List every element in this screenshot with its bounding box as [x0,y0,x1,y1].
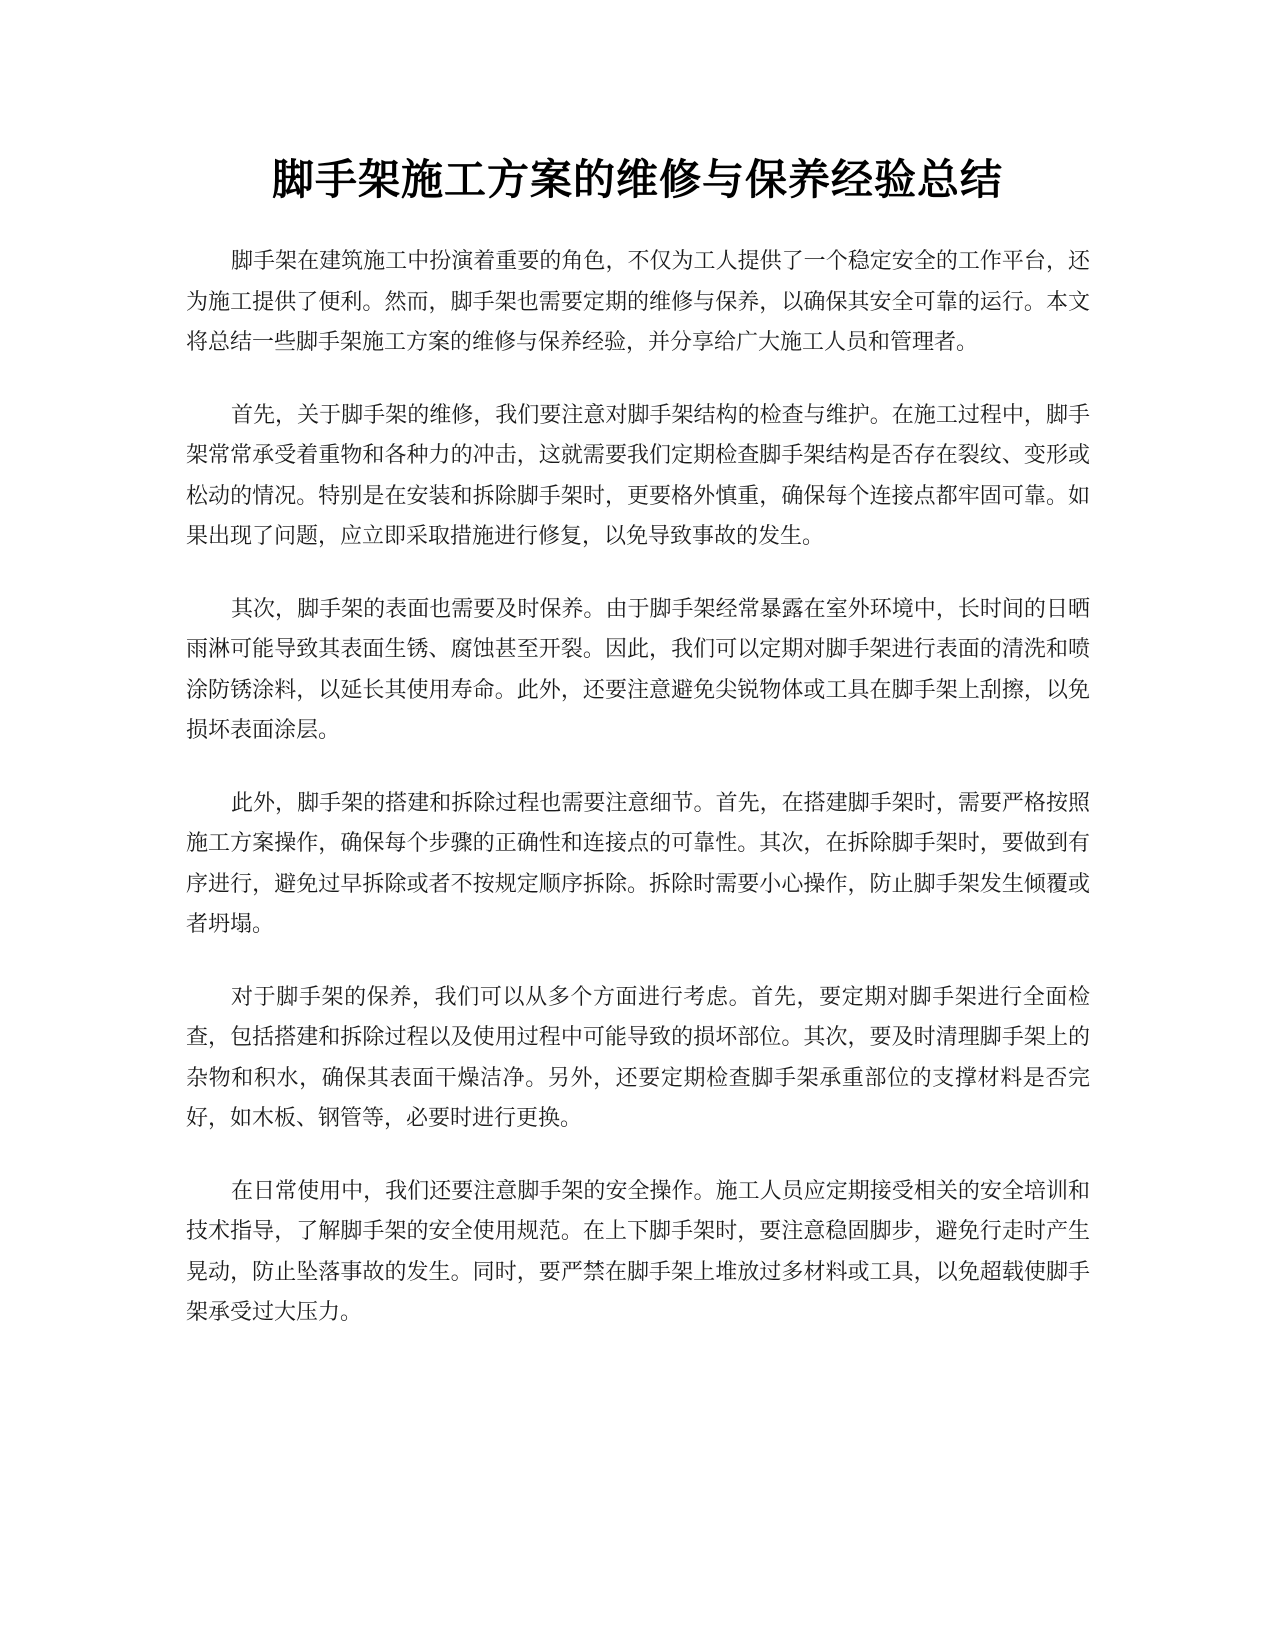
paragraph-upkeep: 对于脚手架的保养，我们可以从多个方面进行考虑。首先，要定期对脚手架进行全面检查，包括搭建和拆除过程以及使用过程中可能导致的损坏部位。其次，要及时清理脚手架上的杂物和积水，确保其表面干燥洁净。另外，还要定期检查脚手架承重部位的支撑材料是否完好，如木板、钢管等，必要时进行更换。 [186,984,1090,1131]
paragraph-structure-maintenance: 首先，关于脚手架的维修，我们要注意对脚手架结构的检查与维护。在施工过程中，脚手架常常承受着重物和各种力的冲击，这就需要我们定期检查脚手架结构是否存在裂纹、变形或松动的情况。特别是在安装和拆除脚手架时，更要格外慎重，确保每个连接点都牢固可靠。如果出现了问题，应立即采取措施进行修复，以免导致事故的发生。 [186,402,1090,549]
paragraph-intro: 脚手架在建筑施工中扮演着重要的角色，不仅为工人提供了一个稳定安全的工作平台，还为施工提供了便利。然而，脚手架也需要定期的维修与保养，以确保其安全可靠的运行。本文将总结一些脚手架施工方案的维修与保养经验，并分享给广大施工人员和管理者。 [186,249,1090,355]
document-title: 脚手架施工方案的维修与保养经验总结 [271,155,1003,204]
paragraph-safe-operation: 在日常使用中，我们还要注意脚手架的安全操作。施工人员应定期接受相关的安全培训和技术指导，了解脚手架的安全使用规范。在上下脚手架时，要注意稳固脚步，避免行走时产生晃动，防止坠落事故的发生。同时，要严禁在脚手架上堆放过多材料或工具，以免超载使脚手架承受过大压力。 [186,1178,1090,1325]
paragraph-surface-care: 其次，脚手架的表面也需要及时保养。由于脚手架经常暴露在室外环境中，长时间的日晒雨淋可能导致其表面生锈、腐蚀甚至开裂。因此，我们可以定期对脚手架进行表面的清洗和喷涂防锈涂料，以延长其使用寿命。此外，还要注意避免尖锐物体或工具在脚手架上刮擦，以免损坏表面涂层。 [186,596,1090,743]
document-body [186,242,1090,1366]
paragraph-assembly-disassembly: 此外，脚手架的搭建和拆除过程也需要注意细节。首先，在搭建脚手架时，需要严格按照施工方案操作，确保每个步骤的正确性和连接点的可靠性。其次，在拆除脚手架时，要做到有序进行，避免过早拆除或者不按规定顺序拆除。拆除时需要小心操作，防止脚手架发生倾覆或者坍塌。 [186,790,1090,937]
